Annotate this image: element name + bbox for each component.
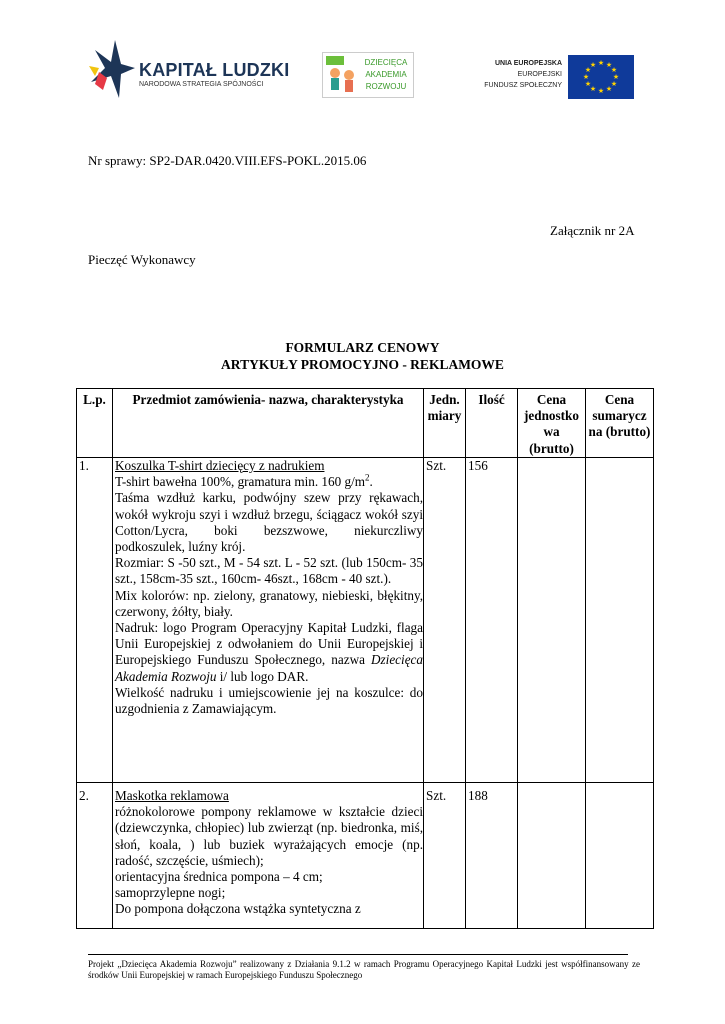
header-lp: L.p. — [77, 389, 113, 458]
svg-text:★: ★ — [589, 61, 597, 69]
header-total-price: Cena sumarycz na (brutto) — [586, 389, 654, 458]
children-icon — [325, 55, 359, 97]
eu-line-1: UNIA EUROPEJSKA — [494, 60, 562, 67]
svg-text:★: ★ — [610, 66, 618, 74]
stamp-label: Pieczęć Wykonawcy — [88, 252, 196, 267]
eu-logo-text — [484, 58, 562, 91]
row-unit-price — [518, 783, 586, 929]
dar-line-2: AKADEMIA — [365, 70, 407, 79]
form-subtitle: ARTYKUŁY PROMOCYJNO - REKLAMOWE — [221, 357, 504, 372]
svg-text:★: ★ — [597, 59, 605, 67]
dar-logo-text — [359, 57, 413, 93]
row-description — [113, 458, 424, 783]
header-unit: Jedn. miary — [424, 389, 466, 458]
kapital-ludzki-subtitle: NARODOWA STRATEGIA SPÓJNOŚCI — [139, 81, 264, 88]
row-unit: Szt. — [424, 783, 466, 929]
row-spec: T-shirt bawełna 100%, gramatura min. 160 $g/m^2$. — [115, 472, 373, 490]
dar-logo — [322, 52, 414, 98]
row-spec: Do pompona dołączona wstążka syntetyczna z — [115, 901, 361, 917]
price-table — [76, 388, 654, 929]
kapital-ludzki-title: KAPITAŁ LUDZKI — [139, 60, 290, 80]
svg-text:★: ★ — [584, 80, 592, 88]
footer-divider — [88, 954, 628, 955]
dar-line-3: ROZWOJU — [365, 82, 407, 91]
eu-flag-icon — [568, 55, 634, 99]
row-spec: Rozmiar: S -50 szt., M - 54 szt. L - 52 szt. (lub 150cm- 35 szt., 158cm-35 szt., 160cm- 46szt., 168cm - 40 szt.). — [115, 555, 423, 587]
row-spec: Mix kolorów: np. zielony, granatowy, niebieski, błękitny, czerwony, żółty, biały. — [115, 587, 423, 619]
footer-text: Projekt „Dziecięca Akademia Rozwoju” realizowany z Działania 9.1.2 w ramach Programu Operacyjnego Kapitał Ludzki jest współfinansowany ze środków Unii Europejskiej w ramach Europejskiego Funduszu Społecznego — [88, 959, 640, 980]
row-spec: Nadruk: logo Program Operacyjny Kapitał Ludzki, flaga Unii Europejskiej z odwołaniem do Unii Europejskiej i Europejskiego Funduszu Społecznego, nazwa Dziecięca Akademia Rozwoju i/ lub logo DAR. — [115, 620, 423, 684]
row-description — [113, 783, 424, 929]
case-number: Nr sprawy: SP2-DAR.0420.VIII.EFS-POKL.2015.06 — [88, 153, 367, 168]
form-title: FORMULARZ CENOWY — [285, 340, 440, 355]
table-row — [77, 458, 654, 783]
row-total-price — [586, 458, 654, 783]
row-spec: różnokolorowe pompony reklamowe w kształcie dzieci (dziewczynka, chłopiec) lub zwierząt (np. biedronka, miś, słoń, koala, ) lub buziek wyrażających emocje (np. radość, szczęście, uśmiech); — [115, 804, 423, 868]
row-unit-price — [518, 458, 586, 783]
header-unit-price: Cena jednostko wa (brutto) — [518, 389, 586, 458]
svg-text:★: ★ — [589, 85, 597, 93]
header-item: Przedmiot zamówienia- nazwa, charakterystyka — [113, 389, 424, 458]
svg-text:★: ★ — [582, 73, 590, 81]
svg-text:★: ★ — [610, 80, 618, 88]
eu-logo — [470, 55, 634, 101]
dar-line-1: DZIECIĘCA — [364, 58, 408, 67]
row-unit: Szt. — [424, 458, 466, 783]
eu-line-2: EUROPEJSKI — [517, 71, 562, 78]
svg-text:★: ★ — [605, 61, 613, 69]
row-item-name: Koszulka T-shirt dziecięcy z nadrukiem — [115, 458, 325, 473]
row-spec: Wielkość nadruku i umiejscowienie jej na koszulce: do uzgodnienia z Zamawiającym. — [115, 684, 423, 717]
svg-text:★: ★ — [584, 66, 592, 74]
header-qty: Ilość — [466, 389, 518, 458]
svg-text:★: ★ — [597, 87, 605, 95]
svg-text:★: ★ — [605, 85, 613, 93]
row-spec: samoprzylepne nogi; — [115, 885, 226, 901]
table-header-row — [77, 389, 654, 458]
row-qty: 156 — [466, 458, 518, 783]
row-qty: 188 — [466, 783, 518, 929]
row-lp: 2. — [77, 783, 113, 929]
eu-line-3: FUNDUSZ SPOŁECZNY — [484, 82, 562, 89]
kapital-ludzki-star-icon — [85, 38, 137, 104]
row-lp: 1. — [77, 458, 113, 783]
attachment-label: Załącznik nr 2A — [550, 223, 635, 238]
row-item-name: Maskotka reklamowa — [115, 788, 229, 803]
kapital-ludzki-logo — [85, 38, 290, 104]
row-total-price — [586, 783, 654, 929]
svg-text:★: ★ — [612, 73, 620, 81]
row-spec: orientacyjna średnica pompona – 4 cm; — [115, 869, 323, 885]
table-row — [77, 783, 654, 929]
row-spec: Taśma wzdłuż karku, podwójny szew przy rękawach, wokół wykroju szyi i wzdłuż brzegu, ściągacz wokół szyi Cotton/Lycra, boki bezszwowe, niekurczliwy podkoszulek, luźny krój. — [115, 490, 423, 555]
